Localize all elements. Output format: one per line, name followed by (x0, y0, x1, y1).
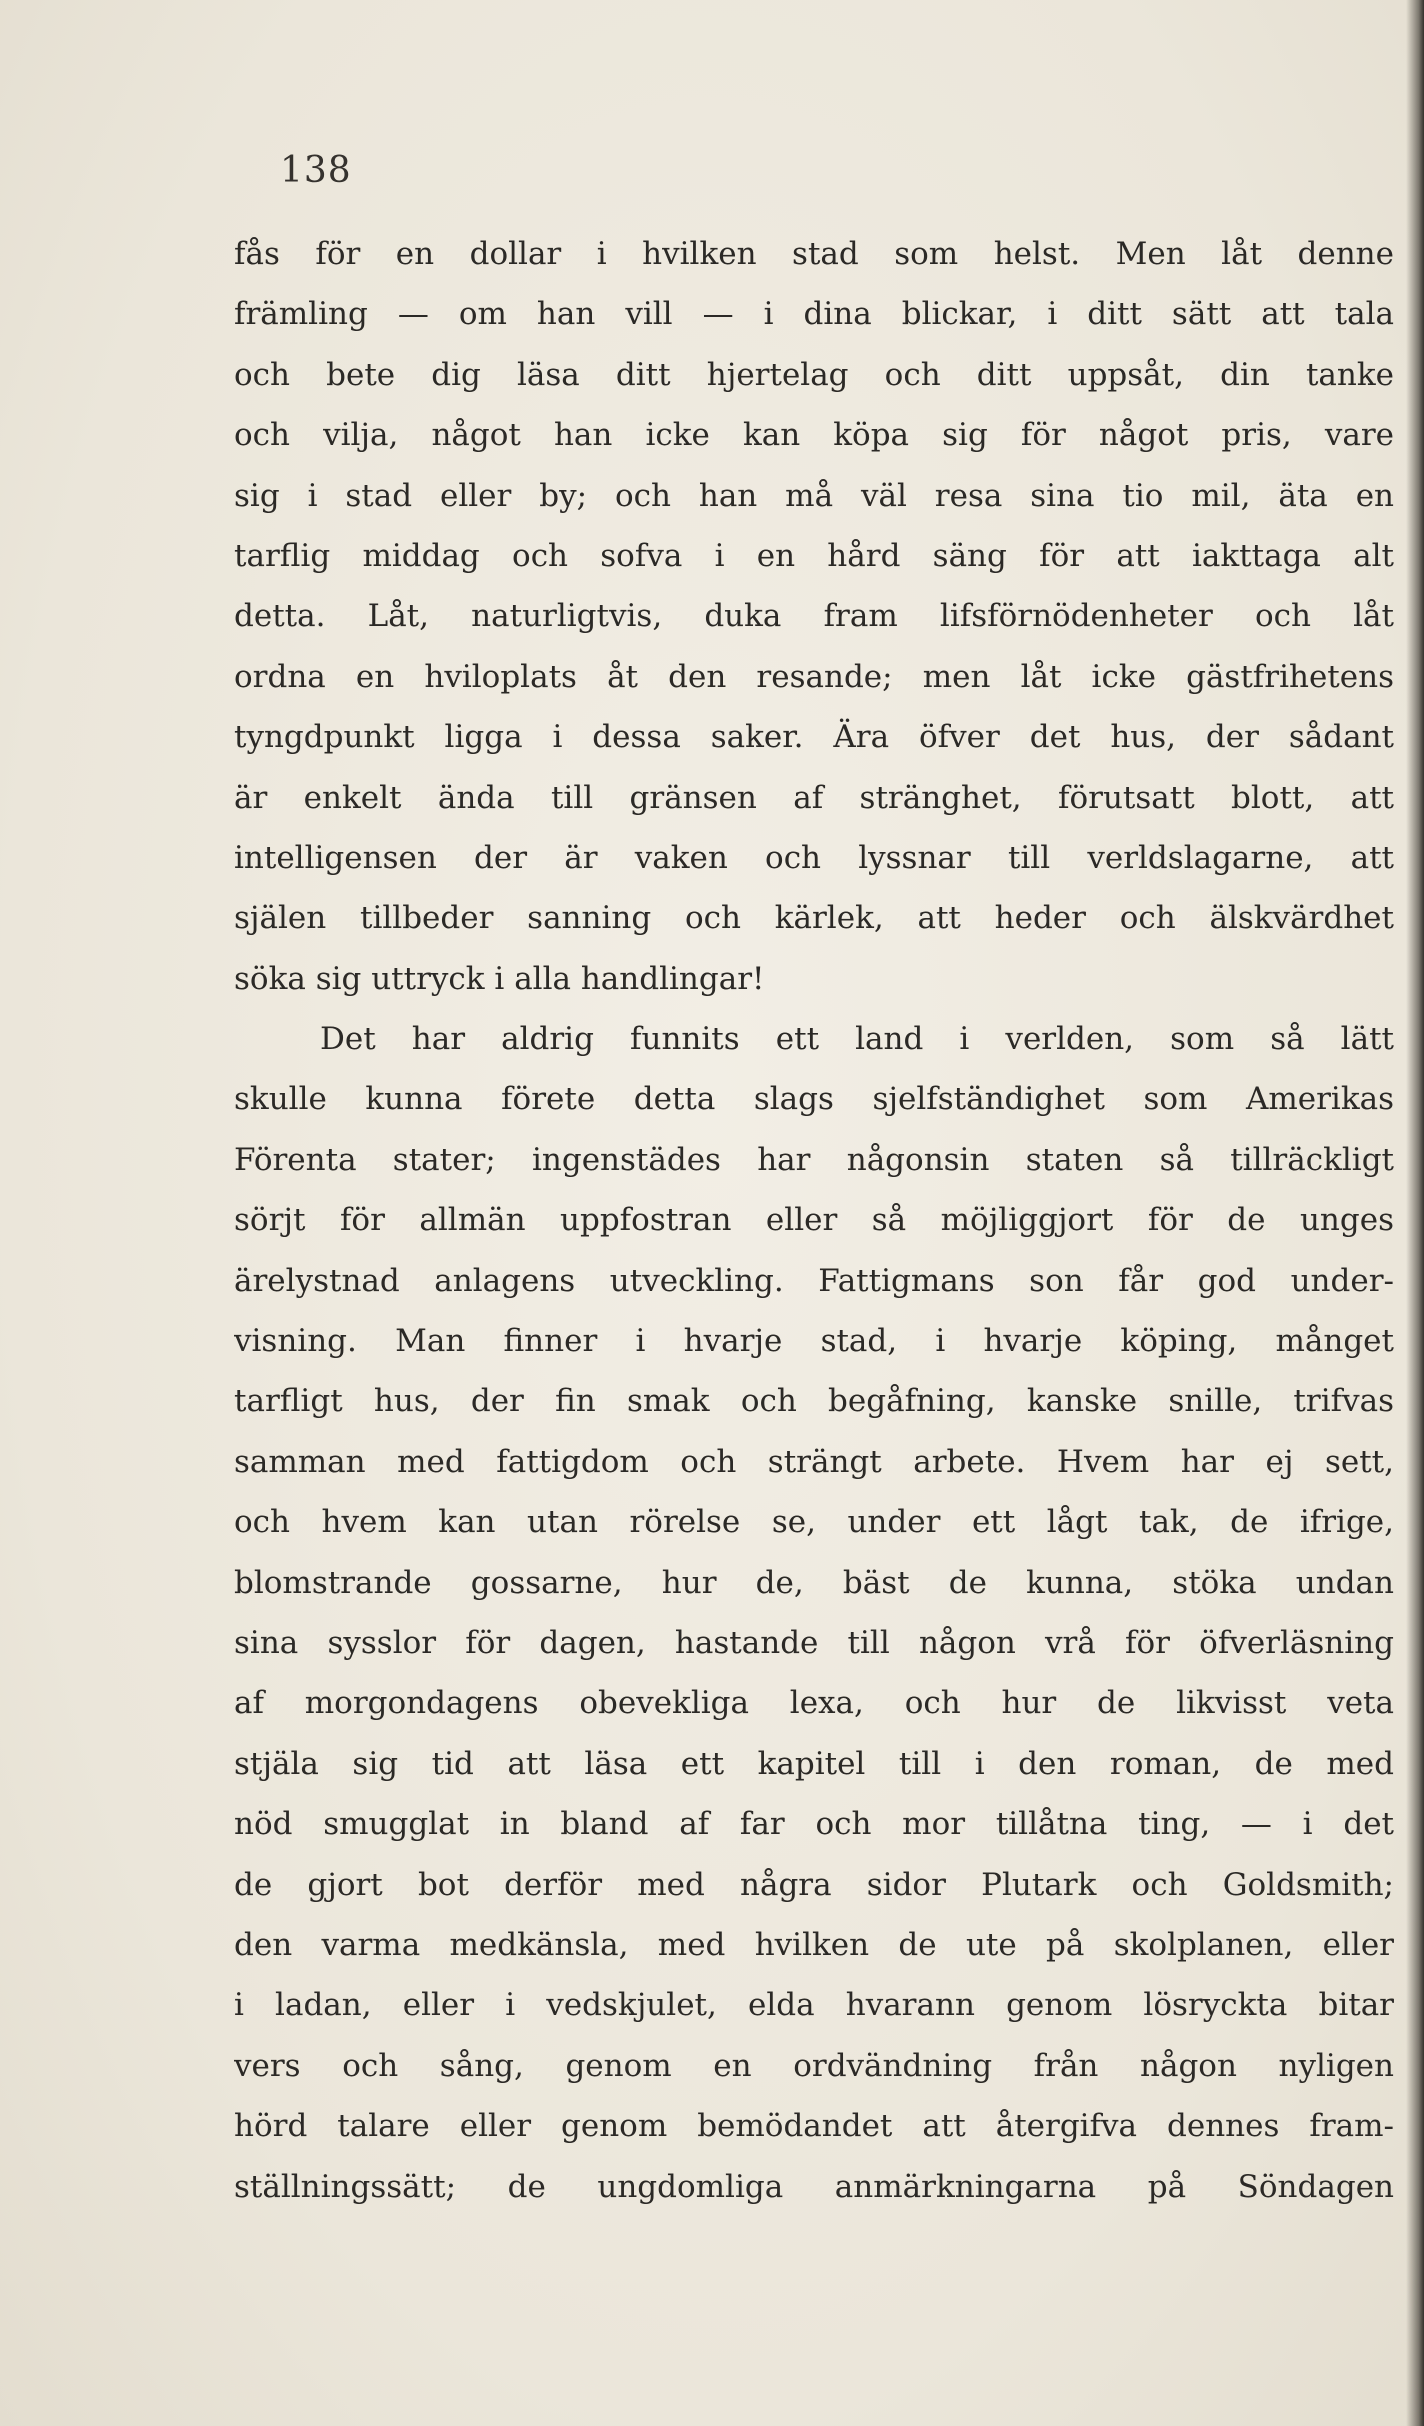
text-line: skulle kunna förete detta slags sjelfständighet som Amerikas (234, 1081, 1394, 1118)
text-line: fås för en dollar i hvilken stad som helst. Men låt denne (234, 236, 1394, 272)
text-line: ordna en hviloplats åt den resande; men låt icke gästfrihetens (234, 658, 1394, 695)
text-line: sina sysslor för dagen, hastande till någon vrå för öfverläsning (234, 1624, 1394, 1661)
text-line: blomstrande gossarne, hur de, bäst de kunna, stöka undan (234, 1564, 1394, 1601)
text-line: är enkelt ända till gränsen af stränghet, förutsatt blott, att (234, 779, 1394, 816)
text-line: främling — om han vill — i dina blickar, i ditt sätt att tala (234, 296, 1394, 333)
text-line: söka sig uttryck i alla handlingar! (234, 960, 765, 997)
text-line: vers och sång, genom en ordvändning från någon nyligen (234, 2047, 1394, 2084)
page-edge-shadow (1406, 0, 1424, 2426)
text-line: Det har aldrig funnits ett land i verlden, som så lätt (320, 1021, 1394, 1058)
body-text (234, 224, 1394, 2217)
text-line: de gjort bot derför med några sidor Plutark och Goldsmith; (234, 1866, 1394, 1903)
text-line: tyngdpunkt ligga i dessa saker. Ära öfver det hus, der sådant (234, 719, 1394, 756)
text-line: nöd smugglat in bland af far och mor tillåtna ting, — i det (234, 1806, 1394, 1843)
text-line: detta. Låt, naturligtvis, duka fram lifsförnödenheter och låt (234, 598, 1394, 635)
text-line: sörjt för allmän uppfostran eller så möjliggjort för de unges (234, 1202, 1394, 1239)
text-line: och vilja, något han icke kan köpa sig för något pris, vare (234, 417, 1394, 454)
text-line: intelligensen der är vaken och lyssnar till verldslagarne, att (234, 839, 1394, 876)
text-line: ärelystnad anlagens utveckling. Fattigmans son får god under- (234, 1262, 1394, 1299)
text-line: tarflig middag och sofva i en hård säng för att iakttaga alt (234, 537, 1394, 574)
text-line: stjäla sig tid att läsa ett kapitel till i den roman, de med (234, 1745, 1394, 1782)
text-line: af morgondagens obevekliga lexa, och hur de likvisst veta (234, 1685, 1394, 1722)
text-line: och bete dig läsa ditt hjertelag och ditt uppsåt, din tanke (234, 356, 1394, 393)
text-line: och hvem kan utan rörelse se, under ett lågt tak, de ifrige, (234, 1504, 1394, 1541)
text-line: hörd talare eller genom bemödandet att återgifva dennes fram- (234, 2108, 1394, 2145)
text-line: i ladan, eller i vedskjulet, elda hvarann genom lösryckta bitar (234, 1987, 1394, 2024)
text-line: ställningssätt; de ungdomliga anmärkningarna på Söndagen (234, 2168, 1394, 2205)
text-line: den varma medkänsla, med hvilken de ute på skolplanen, eller (234, 1926, 1394, 1963)
page-number: 138 (280, 150, 352, 191)
text-line: sig i stad eller by; och han må väl resa sina tio mil, äta en (234, 477, 1394, 514)
text-line: Förenta stater; ingenstädes har någonsin staten så tillräckligt (234, 1141, 1394, 1178)
text-line: samman med fattigdom och strängt arbete. Hvem har ej sett, (234, 1443, 1394, 1480)
text-line: själen tillbeder sanning och kärlek, att heder och älskvärdhet (234, 900, 1394, 937)
text-line: visning. Man finner i hvarje stad, i hvarje köping, månget (234, 1323, 1394, 1360)
text-line: tarfligt hus, der fin smak och begåfning, kanske snille, trifvas (234, 1383, 1394, 1420)
